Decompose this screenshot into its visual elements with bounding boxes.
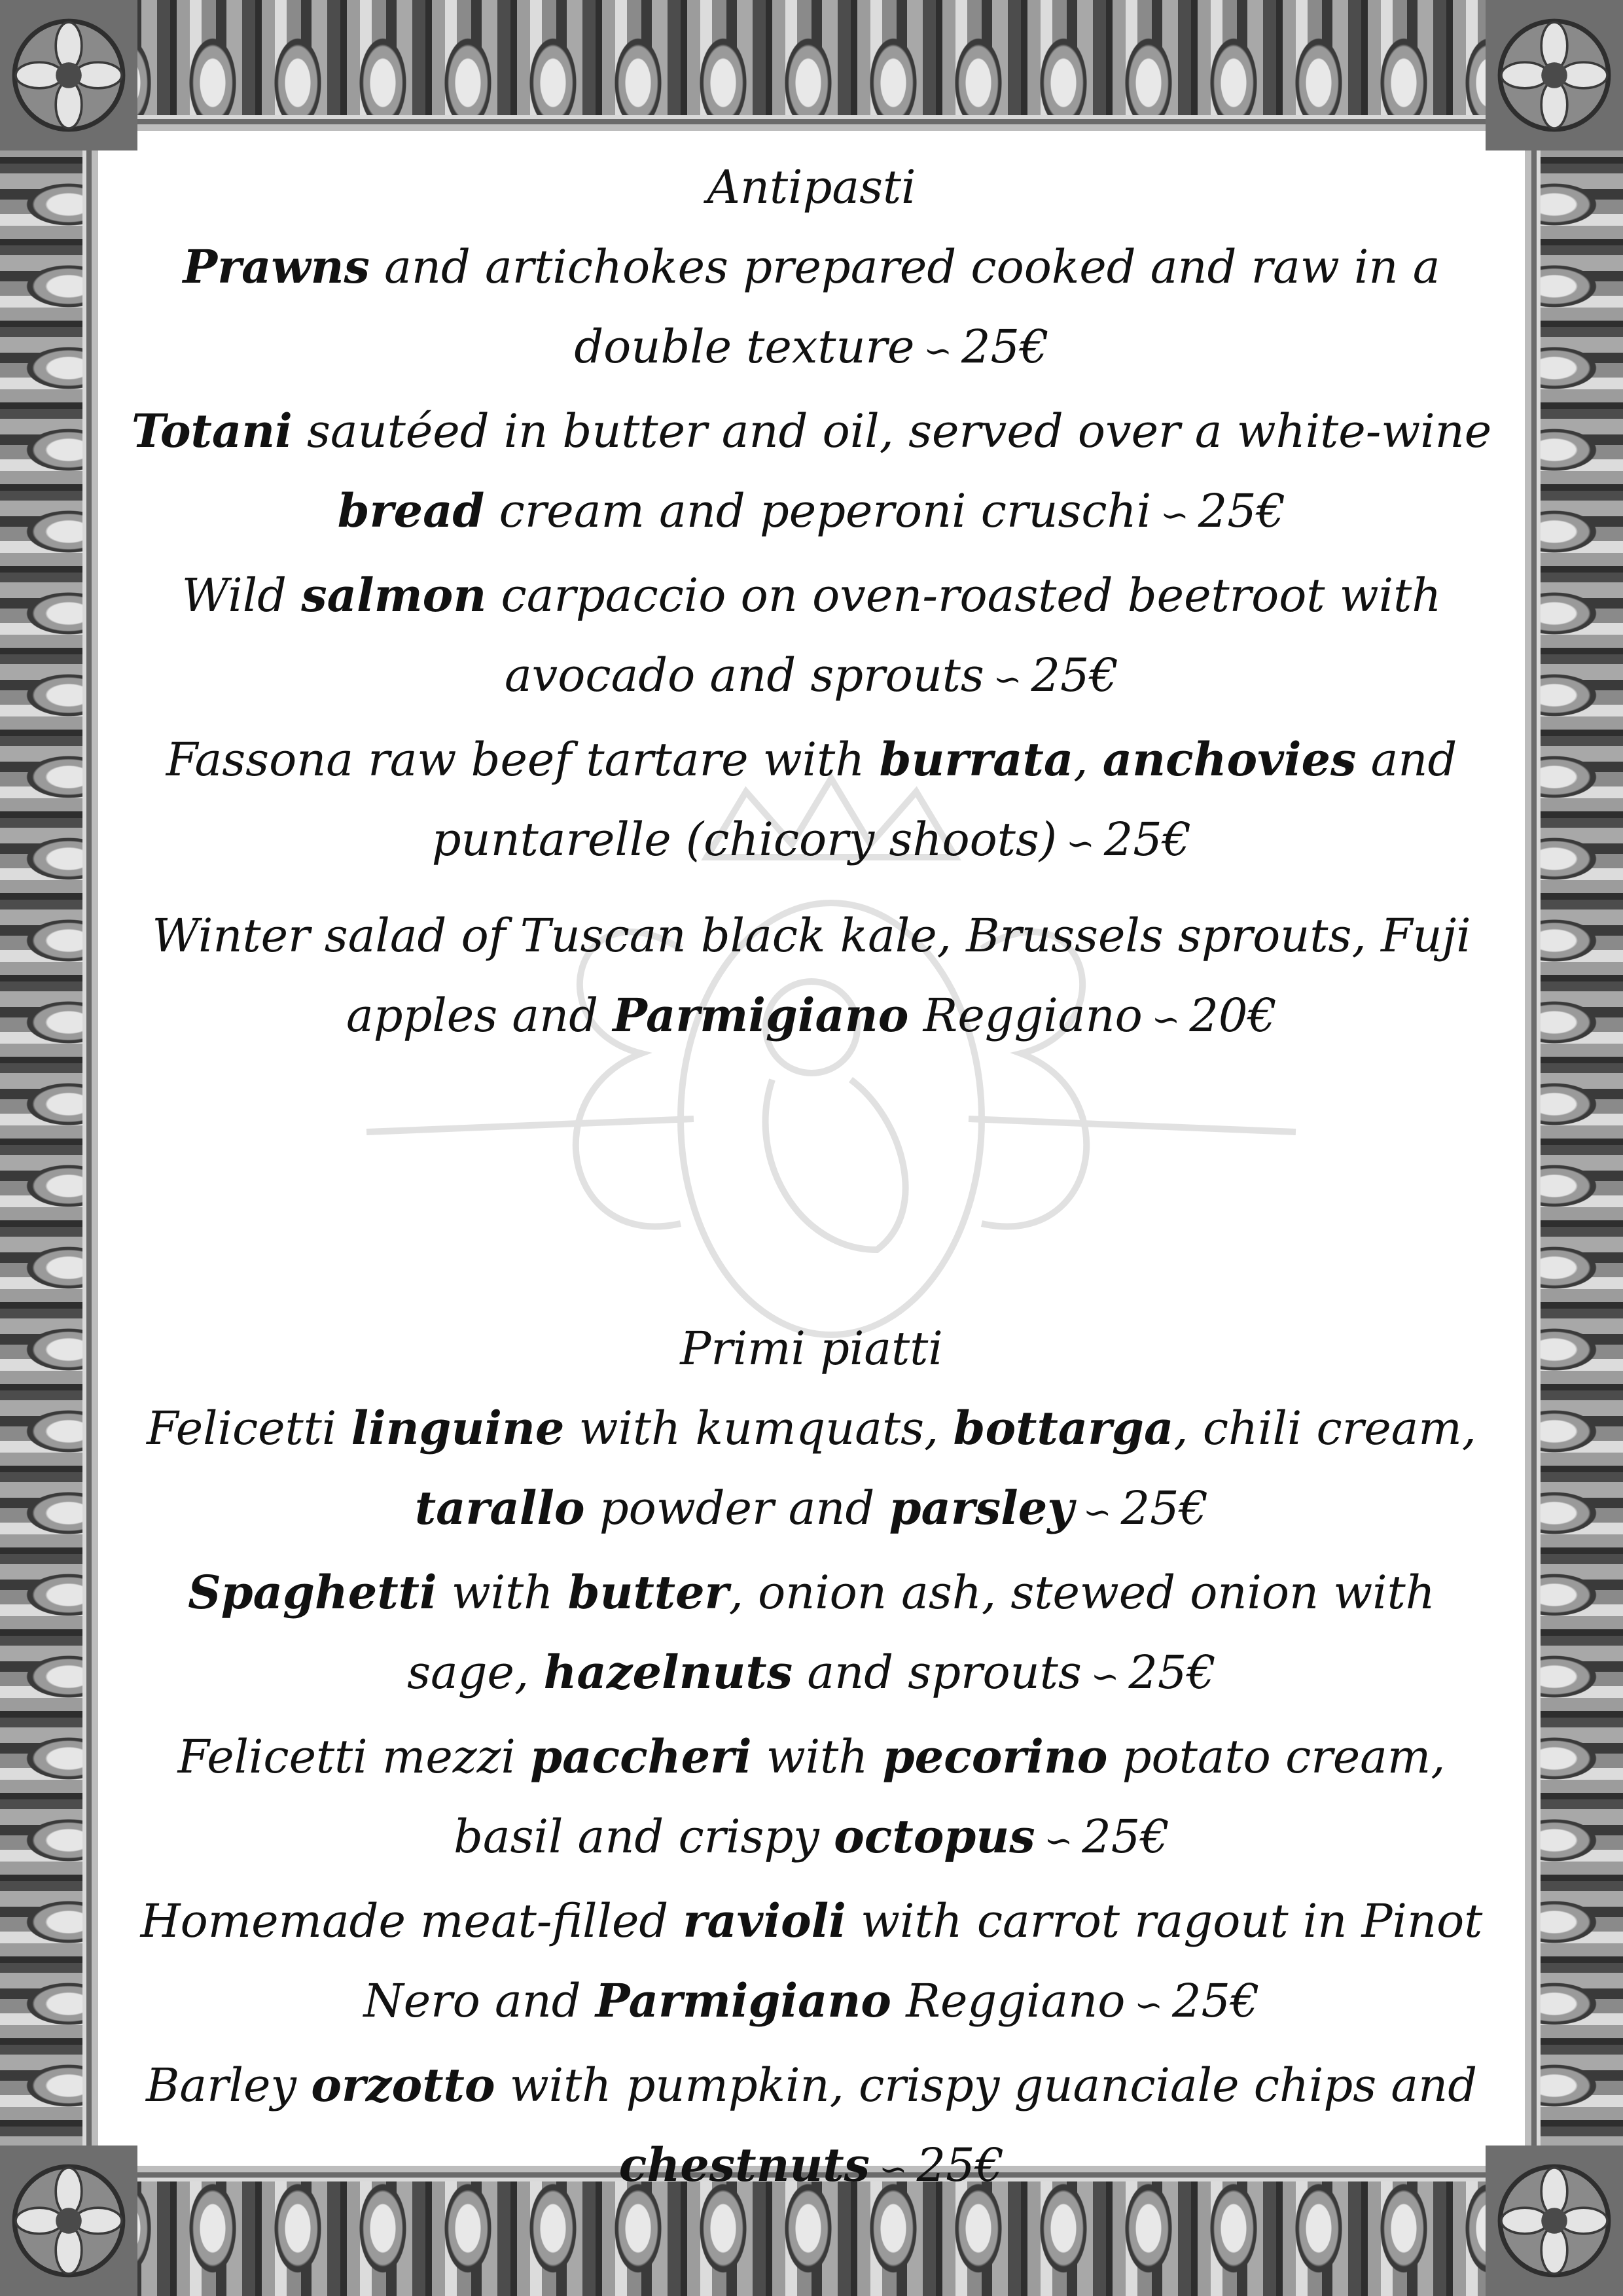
separator-swash-icon: ∽ [1160,496,1189,535]
dish-linguine: Felicetti linguine with kumquats, bottarga, chili cream, tarallo powder and parsley ∽ 25€ [147,1401,1476,1535]
dish-price: 25€ [1171,1974,1260,2028]
dish-price: 25€ [1103,813,1192,866]
dish-price: 25€ [1198,484,1286,538]
separator-swash-icon: ∽ [1134,1986,1163,2025]
rosette-ornament-icon [0,2146,137,2296]
menu-content [124,147,1499,2210]
dish-prawns: Prawns and artichokes prepared cooked and raw in a double texture ∽ 25€ [183,239,1440,374]
separator-swash-icon: ∽ [923,332,952,371]
separator-swash-icon: ∽ [1082,1493,1112,1532]
ornamental-border-top [0,0,1623,150]
dish-paccheri: Felicetti mezzi paccheri with pecorino potato cream, basil and crispy octopus ∽ 25€ [177,1729,1446,1863]
dish-salmon: Wild salmon carpaccio on oven-roasted beetroot with avocado and sprouts ∽ 25€ [181,568,1442,702]
separator-swash-icon: ∽ [1151,1000,1181,1040]
section-title-primi-piatti: Primi piatti [680,1322,943,1375]
dish-price: 25€ [1031,648,1119,702]
dish-tartare: Fassona raw beef tartare with burrata, anchovies and puntarelle (chicory shoots) ∽ 25€ [166,732,1457,866]
dish-price: 25€ [961,320,1049,374]
separator-swash-icon: ∽ [879,2150,908,2189]
dish-spaghetti: Spaghetti with butter, onion ash, stewed onion with sage, hazelnuts and sprouts ∽ 25€ [188,1565,1435,1699]
section-title-antipasti: Antipasti [707,160,916,214]
dish-orzotto: Barley orzotto with pumpkin, crispy guanciale chips and chestnuts ∽ 25€ [145,2058,1478,2192]
separator-swash-icon: ∽ [1044,1822,1073,1861]
dish-ravioli: Homemade meat-filled ravioli with carrot ragout in Pinot Nero and Parmigiano Reggiano ∽ 25€ [140,1894,1483,2028]
dish-price: 25€ [1120,1481,1209,1535]
rosette-ornament-icon [0,0,137,150]
dish-price: 25€ [1082,1810,1169,1863]
dish-price: 25€ [916,2138,1005,2192]
separator-swash-icon: ∽ [1066,824,1095,864]
rosette-ornament-icon [1486,0,1623,150]
dish-totani: Totani sautéed in butter and oil, served over a white-wine bread cream and peperoni cruschi ∽ 25€ [131,404,1492,538]
rosette-ornament-icon [1486,2146,1623,2296]
separator-swash-icon: ∽ [1090,1657,1120,1697]
dish-winter-salad: Winter salad of Tuscan black kale, Brussels sprouts, Fuji apples and Parmigiano Reggiano ∽ 20€ [152,909,1471,1042]
dish-price: 25€ [1128,1646,1216,1699]
dish-price: 20€ [1189,989,1277,1042]
separator-swash-icon: ∽ [993,660,1022,699]
